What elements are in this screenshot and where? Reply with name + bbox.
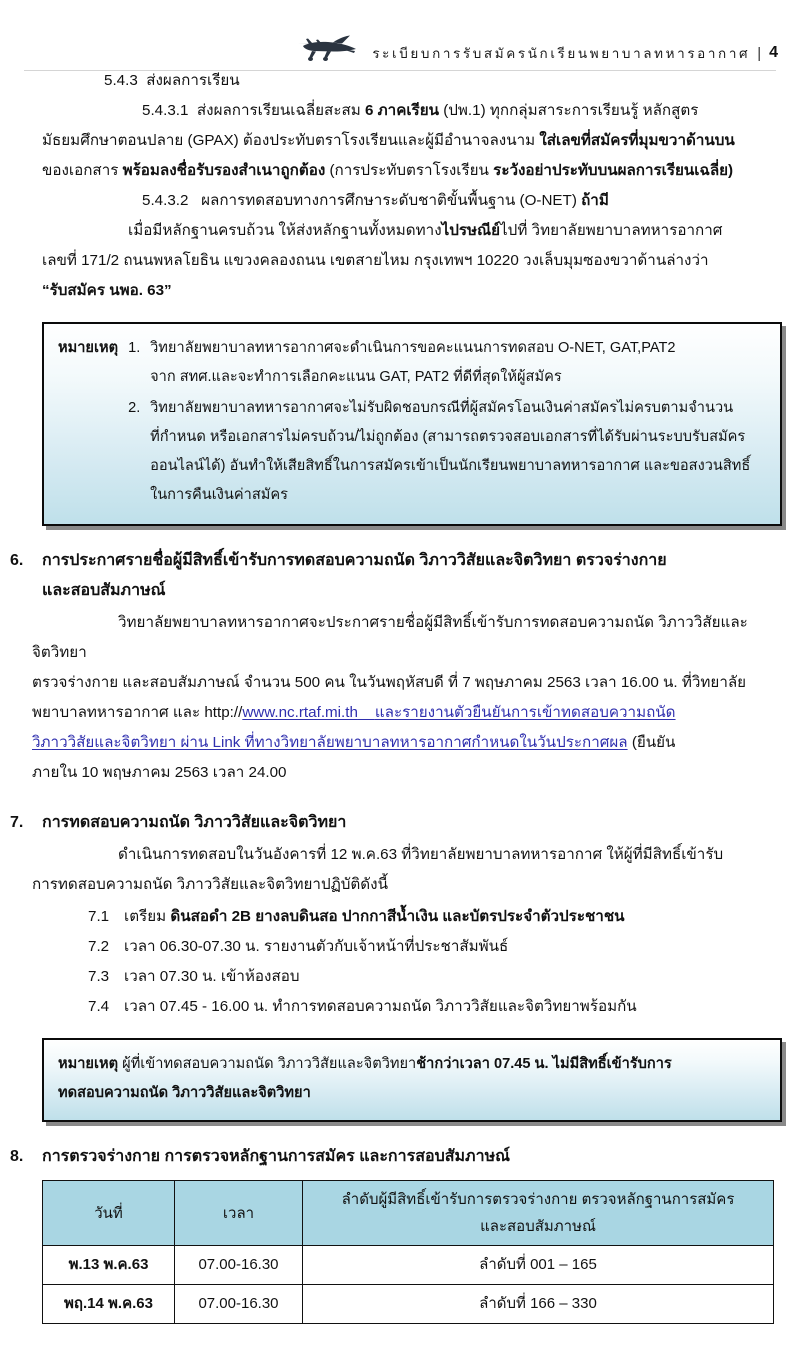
- section-6-para5: ภายใน 10 พฤษภาคม 2563 เวลา 24.00: [32, 764, 287, 781]
- section-6-para4: [32, 728, 800, 758]
- note-item-line: ในการคืนเงินค่าสมัคร: [150, 487, 288, 503]
- note-box-1: [42, 322, 782, 526]
- section-7-body: [10, 840, 800, 900]
- confirm-link-spacer: [358, 704, 375, 721]
- clause-5-4-3-text: ส่งผลการเรียน: [146, 72, 240, 89]
- note-box-1-list: [128, 334, 768, 510]
- website-link[interactable]: www.nc.rtaf.mi.th: [242, 704, 358, 721]
- header-title: ระเบียบการรับสมัครนักเรียนพยาบาลทหารอากาศ: [372, 46, 751, 62]
- section-6-para3: [32, 698, 800, 728]
- clause-5-4-3-1-line2: [42, 126, 774, 156]
- note-item-line: จาก สทศ.และจะทำการเลือกคะแนน GAT, PAT2 ที่ดีที่สุดให้ผู้สมัคร: [150, 369, 562, 385]
- subitem-text: เวลา 06.30-07.30 น. รายงานตัวกับเจ้าหน้าที่ประชาสัมพันธ์: [124, 938, 509, 955]
- section-6-para1: วิทยาลัยพยาบาลทหารอากาศจะประกาศรายชื่อผู้มีสิทธิ์เข้ารับการทดสอบความถนัด วิภาววิสัยและจิตวิทยา: [32, 614, 748, 661]
- section-7-title-line1: การทดสอบความถนัด วิภาววิสัยและจิตวิทยา: [42, 814, 347, 831]
- section-6-para2: ตรวจร่างกาย และสอบสัมภาษณ์ จำนวน 500 คน ในวันพฤหัสบดี ที่ 7 พฤษภาคม 2563 เวลา 16.00 น. ที่วิทยาลัย: [32, 674, 747, 691]
- confirm-tail-text: (ยืนยัน: [627, 734, 676, 751]
- cell-order: ลำดับที่ 166 – 330: [303, 1285, 774, 1324]
- section-8-number: 8.: [10, 1148, 24, 1165]
- note-box-1-body: [128, 334, 768, 512]
- section-6-body: [10, 608, 800, 788]
- note-box-2-label: หมายเหตุ: [58, 1056, 119, 1072]
- mailing-line2: เลขที่ 171/2 ถนนพหลโยธิน แขวงคลองถนน เขตสายไหม กรุงเทพฯ 10220 วงเล็บมุมซองขวาด้านล่างว่า: [42, 252, 709, 269]
- subitem-text: [124, 902, 800, 932]
- clause-5-4-3-1-line1: [42, 96, 774, 126]
- doc-text-bold: พร้อมลงชื่อรับรองสำเนาถูกต้อง: [122, 162, 326, 179]
- subitem-id: 7.2: [88, 938, 110, 955]
- note-box-2-line2: ทดสอบความถนัด วิภาววิสัยและจิตวิทยา: [58, 1085, 311, 1101]
- mail-text-c: ไปที่ วิทยาลัยพยาบาลทหารอากาศ: [500, 222, 723, 239]
- list-item: [88, 902, 800, 932]
- doc-text-bold2: ระวังอย่าประทับบนผลการเรียนเฉลี่ย): [493, 162, 734, 179]
- subitem-id: 7.3: [88, 968, 110, 985]
- section-7: [0, 808, 800, 1022]
- mail-text-a: เมื่อมีหลักฐานครบถ้วน ให้ส่งหลักฐานทั้งหมดทาง: [128, 222, 442, 239]
- schedule-table: [42, 1180, 774, 1324]
- list-item: [88, 992, 800, 1022]
- cell-time: 07.00-16.30: [175, 1285, 303, 1324]
- page-number: 4: [769, 44, 778, 62]
- clause-5-4-3-2-number: 5.4.3.2: [142, 192, 189, 209]
- section-6-number: 6.: [10, 552, 24, 569]
- doc-text-c: (การประทับตราโรงเรียน: [325, 162, 494, 179]
- column-header-order-line2: และสอบสัมภาษณ์: [480, 1218, 596, 1235]
- column-header-time: เวลา: [175, 1181, 303, 1246]
- section-8-heading: [10, 1142, 800, 1172]
- note-item-line: วิทยาลัยพยาบาลทหารอากาศจะไม่รับผิดชอบกรณีที่ผู้สมัครโอนเงินค่าสมัครไม่ครบตามจำนวน: [150, 400, 734, 416]
- clause-5-4-3-number: 5.4.3: [104, 72, 138, 89]
- section-6-title-line1: การประกาศรายชื่อผู้มีสิทธิ์เข้ารับการทดสอบความถนัด วิภาววิสัยและจิตวิทยา ตรวจร่างกาย: [42, 552, 667, 569]
- airplane-icon: [294, 34, 360, 64]
- note-item-line: วิทยาลัยพยาบาลทหารอากาศจะดำเนินการขอคะแนนการทดสอบ O-NET, GAT,PAT2: [150, 340, 676, 356]
- subitem-id: 7.4: [88, 998, 110, 1015]
- clause-5-4-3-1-text-c: (ปพ.1) ทุกกลุ่มสาระการเรียนรู้ หลักสูตร: [438, 102, 699, 119]
- clause-5-4-3-1-text-bold: 6 ภาคเรียน: [364, 102, 439, 119]
- section-6-title: [42, 546, 800, 606]
- section-7-number: 7.: [10, 814, 24, 831]
- section-8-title-line1: การตรวจร่างกาย การตรวจหลักฐานการสมัคร และการสอบสัมภาษณ์: [42, 1148, 510, 1165]
- note-box-1-row: [58, 334, 768, 512]
- subitem-text: เวลา 07.30 น. เข้าห้องสอบ: [124, 968, 300, 985]
- onet-text: ผลการทดสอบทางการศึกษาระดับชาติขั้นพื้นฐาน (O-NET): [201, 192, 582, 209]
- onet-text-bold: ถ้ามี: [581, 192, 609, 209]
- note-item: [128, 394, 768, 510]
- schedule-table-wrapper: [42, 1180, 774, 1324]
- note-box-2-body: [58, 1050, 768, 1108]
- mailing-line1: [42, 216, 774, 246]
- gpax-text-bold: ใส่เลขที่สมัครที่มุมขวาด้านบน: [539, 132, 735, 149]
- note-box-2: [42, 1038, 782, 1122]
- table-row: [43, 1285, 774, 1324]
- section-7-subitems: [10, 902, 800, 1022]
- section-6: [0, 546, 800, 788]
- column-header-date: วันที่: [43, 1181, 175, 1246]
- note-item-line: ที่กำหนด หรือเอกสารไม่ครบถ้วน/ไม่ถูกต้อง (สามารถตรวจสอบเอกสารที่ได้รับผ่านระบบรับสมัคร: [150, 429, 746, 445]
- list-item: [88, 962, 800, 992]
- table-row: [43, 1246, 774, 1285]
- mailing-envelope-note: “รับสมัคร นพอ. 63”: [42, 282, 172, 299]
- subitem-id: 7.1: [88, 908, 110, 925]
- clause-5-4-3-1-text-a: ส่งผลการเรียนเฉลี่ยสะสม: [196, 102, 365, 119]
- section-7-heading: [10, 808, 800, 838]
- clause-5-4-3-2: [42, 186, 774, 216]
- cell-date: พฤ.14 พ.ค.63: [43, 1285, 175, 1324]
- column-header-order: [303, 1181, 774, 1246]
- section-6-heading: [10, 546, 800, 606]
- column-header-order-line1: ลำดับผู้มีสิทธิ์เข้ารับการตรวจร่างกาย ตรวจหลักฐานการสมัคร: [341, 1191, 735, 1208]
- section-7-para2: การทดสอบความถนัด วิภาววิสัยและจิตวิทยาปฏิบัติดังนี้: [32, 876, 388, 893]
- section-7-title: [42, 808, 800, 838]
- note-box-2-text-bold: ช้ากว่าเวลา 07.45 น. ไม่มีสิทธิ์เข้ารับการ: [416, 1056, 672, 1072]
- table-header-row: [43, 1181, 774, 1246]
- cell-order: ลำดับที่ 001 – 165: [303, 1246, 774, 1285]
- header-separator: |: [757, 44, 762, 62]
- clause-5-4-3-1-number: 5.4.3.1: [142, 102, 189, 119]
- confirm-link-text[interactable]: และรายงานตัวยืนยันการเข้าทดสอบความถนัด: [374, 704, 676, 721]
- note-box-2-text-a: ผู้ที่เข้าทดสอบความถนัด วิภาววิสัยและจิตวิทยา: [122, 1056, 417, 1072]
- section-8-title: [42, 1142, 800, 1172]
- doc-text-a: ของเอกสาร: [42, 162, 123, 179]
- announce-url-prefix: พยาบาลทหารอากาศ และ http://: [32, 704, 243, 721]
- document-content: [0, 52, 800, 306]
- section-6-title-line2: และสอบสัมภาษณ์: [42, 582, 166, 599]
- subitem-text: เวลา 07.45 - 16.00 น. ทำการทดสอบความถนัด วิภาววิสัยและจิตวิทยาพร้อมกัน: [124, 998, 637, 1015]
- note-item: [128, 334, 768, 392]
- mail-text-bold: ไปรษณีย์: [441, 222, 501, 239]
- note-box-1-label: หมายเหตุ: [58, 340, 119, 356]
- list-item: [88, 932, 800, 962]
- confirm-link-text-line2[interactable]: วิภาววิสัยและจิตวิทยา ผ่าน Link ที่ทางวิทยาลัยพยาบาลทหารอากาศกำหนดในวันประกาศผล: [32, 734, 628, 751]
- header-divider: [24, 70, 776, 71]
- clause-5-4-3-1-line3: [42, 156, 774, 186]
- gpax-text: มัธยมศึกษาตอนปลาย (GPAX) ต้องประทับตราโรงเรียนและผู้มีอำนาจลงนาม: [42, 132, 540, 149]
- cell-time: 07.00-16.30: [175, 1246, 303, 1285]
- cell-date: พ.13 พ.ค.63: [43, 1246, 175, 1285]
- header-inner: [0, 34, 800, 62]
- page-header: [0, 0, 800, 62]
- note-item-line: ออนไลน์ได้) อันทำให้เสียสิทธิ์ในการสมัครเข้าเป็นนักเรียนพยาบาลทหารอากาศ และขอสงวนสิทธิ์: [150, 458, 751, 474]
- subitem-text-a: เตรียม: [124, 908, 171, 925]
- subitem-text-bold: ดินสอดำ 2B ยางลบดินสอ ปากกาสีน้ำเงิน และบัตรประจำตัวประชาชน: [170, 908, 625, 925]
- section-8: [0, 1142, 800, 1172]
- section-7-para1: ดำเนินการทดสอบในวันอังคารที่ 12 พ.ค.63 ที่วิทยาลัยพยาบาลทหารอากาศ ให้ผู้ที่มีสิทธิ์เข้ารับ: [118, 846, 724, 863]
